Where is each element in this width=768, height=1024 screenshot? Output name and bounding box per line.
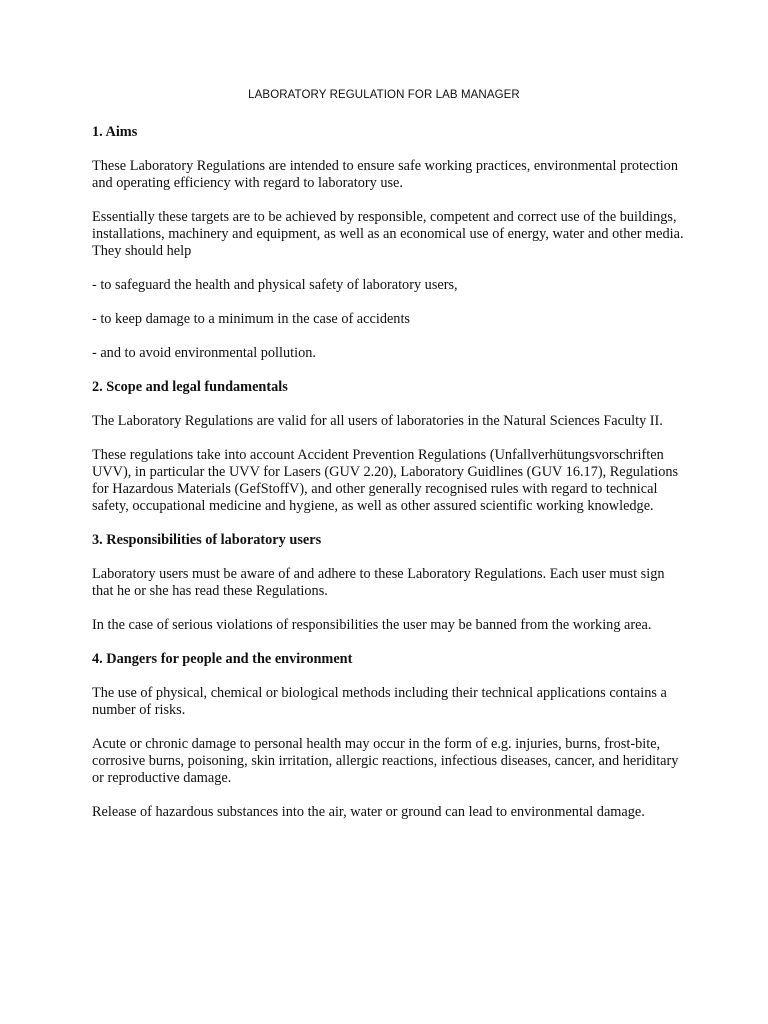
section-heading: 1. Aims bbox=[92, 124, 138, 140]
section-responsibilities bbox=[92, 532, 688, 634]
paragraph: Essentially these targets are to be achieved by responsible, competent and correct use of the buildings, installations, machinery and equipment, as well as an economical use of energy, water and other media. They should help bbox=[92, 209, 684, 259]
paragraph: The Laboratory Regulations are valid for all users of laboratories in the Natural Sciences Faculty II. bbox=[92, 413, 663, 429]
document-body bbox=[92, 124, 688, 838]
paragraph: In the case of serious violations of responsibilities the user may be banned from the working area. bbox=[92, 617, 652, 633]
paragraph: These regulations take into account Accident Prevention Regulations (Unfallverhütungsvorschriften UVV), in particular the UVV for Lasers (GUV 2.20), Laboratory Guidlines (GUV 16.17), Regulations for Hazardous Materials (GefStoffV), and other generally recognised rules with regard to technical safety, occupational medicine and hygiene, as well as other assured scientific working knowledge. bbox=[92, 447, 679, 514]
section-dangers bbox=[92, 651, 688, 821]
document-title: LABORATORY REGULATION FOR LAB MANAGER bbox=[248, 89, 520, 101]
paragraph: The use of physical, chemical or biological methods including their technical applications contains a number of risks. bbox=[92, 685, 667, 718]
section-scope bbox=[92, 379, 688, 515]
section-heading: 2. Scope and legal fundamentals bbox=[92, 379, 288, 395]
section-aims bbox=[92, 124, 688, 362]
section-heading: 4. Dangers for people and the environment bbox=[92, 651, 353, 667]
list-item: - to safeguard the health and physical safety of laboratory users, bbox=[92, 277, 458, 293]
paragraph: These Laboratory Regulations are intended to ensure safe working practices, environmental protection and operating efficiency with regard to laboratory use. bbox=[92, 158, 678, 191]
paragraph: Acute or chronic damage to personal health may occur in the form of e.g. injuries, burns, frost-bite, corrosive burns, poisoning, skin irritation, allergic reactions, infectious diseases, cancer, and heriditary or reproductive damage. bbox=[92, 736, 679, 786]
paragraph: Laboratory users must be aware of and adhere to these Laboratory Regulations. Each user must sign that he or she has read these Regulations. bbox=[92, 566, 665, 599]
list-item: - to keep damage to a minimum in the case of accidents bbox=[92, 311, 410, 327]
paragraph: Release of hazardous substances into the air, water or ground can lead to environmental damage. bbox=[92, 804, 645, 820]
list-item: - and to avoid environmental pollution. bbox=[92, 345, 316, 361]
section-heading: 3. Responsibilities of laboratory users bbox=[92, 532, 322, 548]
